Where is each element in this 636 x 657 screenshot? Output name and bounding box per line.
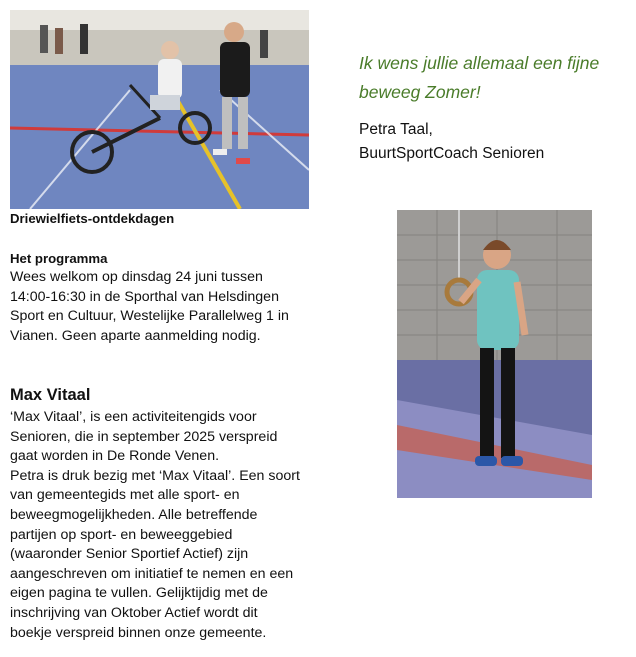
max-vitaal-line: Petra is druk bezig met ‘Max Vitaal’. Een soort <box>10 467 300 484</box>
signature <box>359 118 544 166</box>
program-heading: Het programma <box>10 251 108 266</box>
signature-name: Petra Taal, <box>359 121 433 138</box>
signature-role: BuurtSportCoach Senioren <box>359 145 545 162</box>
max-vitaal-line: gaat worden in De Ronde Venen. <box>10 448 220 465</box>
max-vitaal-line: beweegmogelijkheden. Alle betreffende <box>10 506 258 523</box>
quote-line: Ik wens jullie allemaal een fijne <box>359 53 600 73</box>
photo-caption: Driewielfiets-ontdekdagen <box>10 211 175 226</box>
coach-portrait-illustration <box>397 210 592 498</box>
program-text <box>10 268 310 346</box>
quote-line: beweeg Zomer! <box>359 82 481 102</box>
max-vitaal-heading: Max Vitaal <box>10 386 91 404</box>
tricycle-photo <box>10 10 309 209</box>
max-vitaal-line: van gemeentegids met alle sport- en <box>10 487 240 504</box>
max-vitaal-line: ‘Max Vitaal’, is een activiteitengids voor <box>10 409 257 425</box>
program-line: Sport en Cultuur, Westelijke Parallelweg 1 in <box>10 308 289 325</box>
max-vitaal-line: Senioren, die in september 2025 verspreid <box>10 428 278 445</box>
tricycle-photo-illustration <box>10 10 309 209</box>
max-vitaal-text <box>10 408 310 643</box>
max-vitaal-line: eigen pagina te vullen. Gelijktijdig met de <box>10 585 268 602</box>
max-vitaal-line: boekje verspreid binnen onze gemeente. <box>10 624 267 641</box>
program-line: Vianen. Geen aparte aanmelding nodig. <box>10 327 261 344</box>
max-vitaal-line: partijen op sport- en beweeggebied <box>10 526 233 543</box>
max-vitaal-line: inschrijving van Oktober Actief wordt dit <box>10 604 258 621</box>
program-line: 14:00-16:30 in de Sporthal van Helsdingen <box>10 288 279 305</box>
max-vitaal-line: (waaronder Senior Sportief Actief) zijn <box>10 546 249 563</box>
summer-quote <box>359 49 629 107</box>
coach-portrait-photo <box>397 210 592 498</box>
max-vitaal-line: aangeschreven om initiatief te nemen en een <box>10 565 294 582</box>
program-line: Wees welkom op dinsdag 24 juni tussen <box>10 269 263 285</box>
